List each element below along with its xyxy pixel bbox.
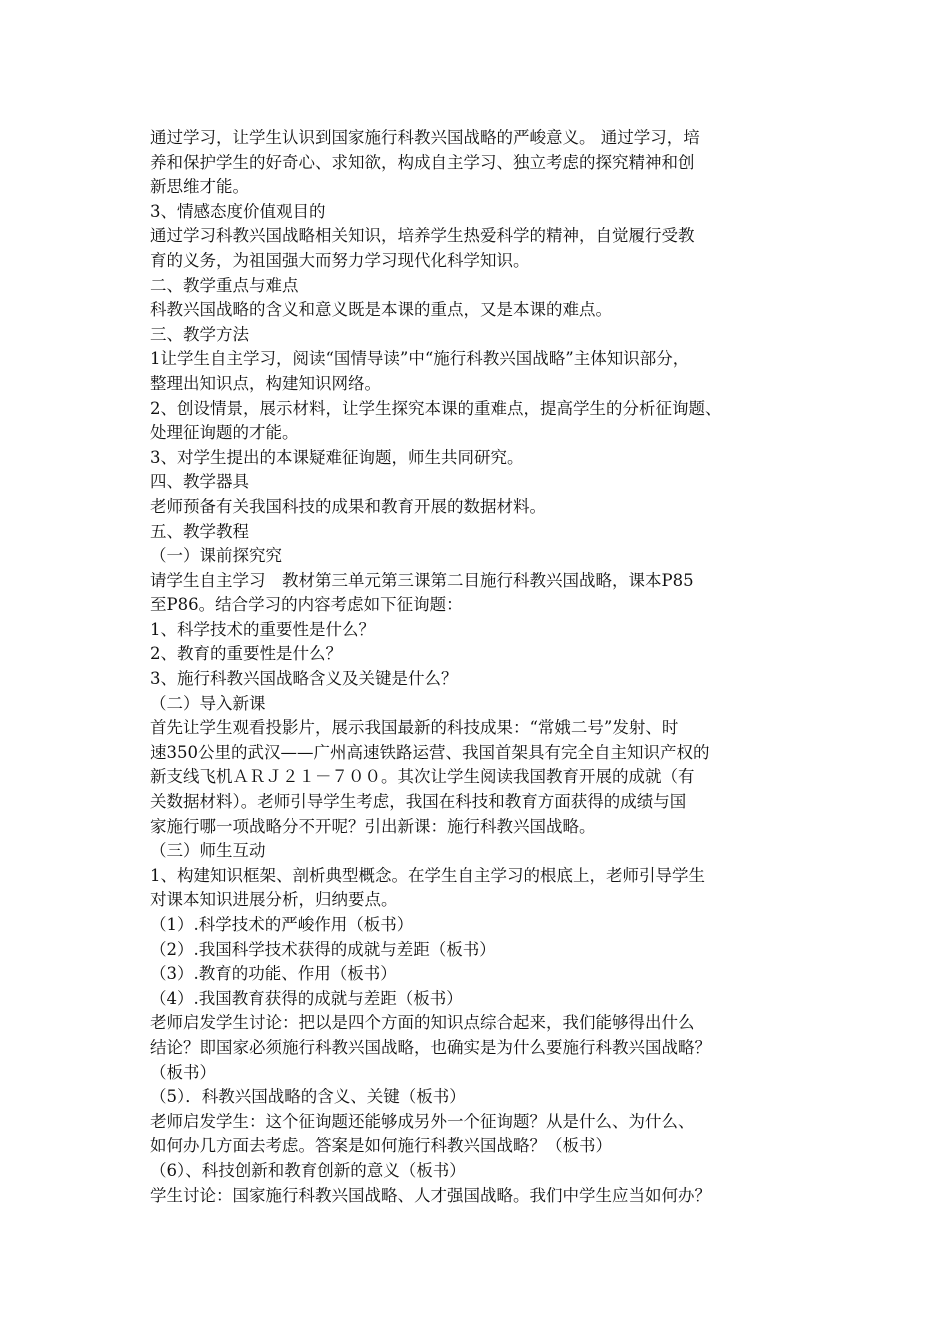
text-line: （板书） bbox=[150, 1062, 216, 1082]
text-line: 三、教学方法 bbox=[150, 324, 249, 344]
text-line: 速350公里的武汉——广州高速铁路运营、我国首架具有完全自主知识产权的 bbox=[150, 742, 710, 762]
text-line: 整理出知识点，构建知识网络。 bbox=[150, 373, 381, 393]
text-line: 养和保护学生的好奇心、求知欲，构成自主学习、独立考虑的探究精神和创 bbox=[150, 152, 695, 172]
text-line: 关数据材料）。老师引导学生考虑，我国在科技和教育方面获得的成绩与国 bbox=[150, 792, 687, 812]
text-line: 1让学生自主学习，阅读“国情导读”中“施行科教兴国战略”主体知识部分， bbox=[150, 349, 690, 369]
text-line: 如何办几方面去考虑。答案是如何施行科教兴国战略？（板书） bbox=[150, 1136, 612, 1156]
text-line: （三）师生互动 bbox=[150, 841, 266, 861]
text-line: 3、对学生提出的本课疑难征询题，师生共同研究。 bbox=[150, 447, 524, 467]
text-line: 至P86。结合学习的内容考虑如下征询题： bbox=[150, 595, 463, 615]
document-body bbox=[150, 126, 820, 1208]
text-line: 学生讨论：国家施行科教兴国战略、人才强国战略。我们中学生应当如何办？ bbox=[150, 1185, 711, 1205]
text-line: 四、教学器具 bbox=[150, 472, 249, 492]
text-line: 通过学习科教兴国战略相关知识，培养学生热爱科学的精神，自觉履行受教 bbox=[150, 226, 695, 246]
text-line: 请学生自主学习 教材第三单元第三课第二目施行科教兴国战略，课本P85 bbox=[150, 570, 694, 590]
text-line: 老师启发学生：这个征询题还能够成另外一个征询题？从是什么、为什么、 bbox=[150, 1111, 695, 1131]
text-line: 结论？即国家必须施行科教兴国战略，也确实是为什么要施行科教兴国战略？ bbox=[150, 1037, 711, 1057]
text-line: 处理征询题的才能。 bbox=[150, 423, 299, 443]
text-line: （4）.我国教育获得的成就与差距（板书） bbox=[150, 988, 463, 1008]
text-line: 通过学习，让学生认识到国家施行科教兴国战略的严峻意义。 通过学习，培 bbox=[150, 128, 700, 147]
text-line: 育的义务，为祖国强大而努力学习现代化科学知识。 bbox=[150, 250, 530, 270]
text-line: 五、教学教程 bbox=[150, 521, 249, 541]
text-line: 新支线飞机ＡＲＪ２１－７００。其次让学生阅读我国教育开展的成就（有 bbox=[150, 767, 695, 787]
text-line: 二、教学重点与难点 bbox=[150, 275, 299, 295]
text-line: 3、情感态度价值观目的 bbox=[150, 201, 326, 221]
text-line: （5）．科教兴国战略的含义、关键（板书） bbox=[150, 1087, 466, 1107]
text-line: 首先让学生观看投影片，展示我国最新的科技成果：“常娥二号”发射、时 bbox=[150, 718, 679, 738]
text-line: 老师预备有关我国科技的成果和教育开展的数据材料。 bbox=[150, 496, 546, 516]
text-line: 对课本知识进展分析，归纳要点。 bbox=[150, 890, 398, 910]
text-line: （2）.我国科学技术获得的成就与差距（板书） bbox=[150, 939, 496, 959]
text-line: 科教兴国战略的含义和意义既是本课的重点，又是本课的难点。 bbox=[150, 300, 612, 320]
text-line: 老师启发学生讨论：把以是四个方面的知识点综合起来，我们能够得出什么 bbox=[150, 1013, 695, 1033]
text-line: （6）、科技创新和教育创新的意义（板书） bbox=[150, 1160, 466, 1180]
text-line: （1）.科学技术的严峻作用（板书） bbox=[150, 915, 414, 934]
text-line: （一）课前探究究 bbox=[150, 546, 282, 566]
text-line: 1、构建知识框架、剖析典型概念。在学生自主学习的根底上，老师引导学生 bbox=[150, 865, 705, 885]
text-line: （3）.教育的功能、作用（板书） bbox=[150, 964, 397, 984]
text-line: （二）导入新课 bbox=[150, 693, 266, 713]
text-line: 3、施行科教兴国战略含义及关键是什么？ bbox=[150, 669, 458, 689]
text-line: 1、科学技术的重要性是什么？ bbox=[150, 619, 375, 639]
text-line: 家施行哪一项战略分不开呢？引出新课：施行科教兴国战略。 bbox=[150, 816, 596, 836]
text-line: 2、教育的重要性是什么？ bbox=[150, 644, 342, 664]
text-line: 新思维才能。 bbox=[150, 177, 249, 197]
text-line: 2、创设情景，展示材料，让学生探究本课的重难点，提高学生的分析征询题、 bbox=[150, 398, 722, 418]
